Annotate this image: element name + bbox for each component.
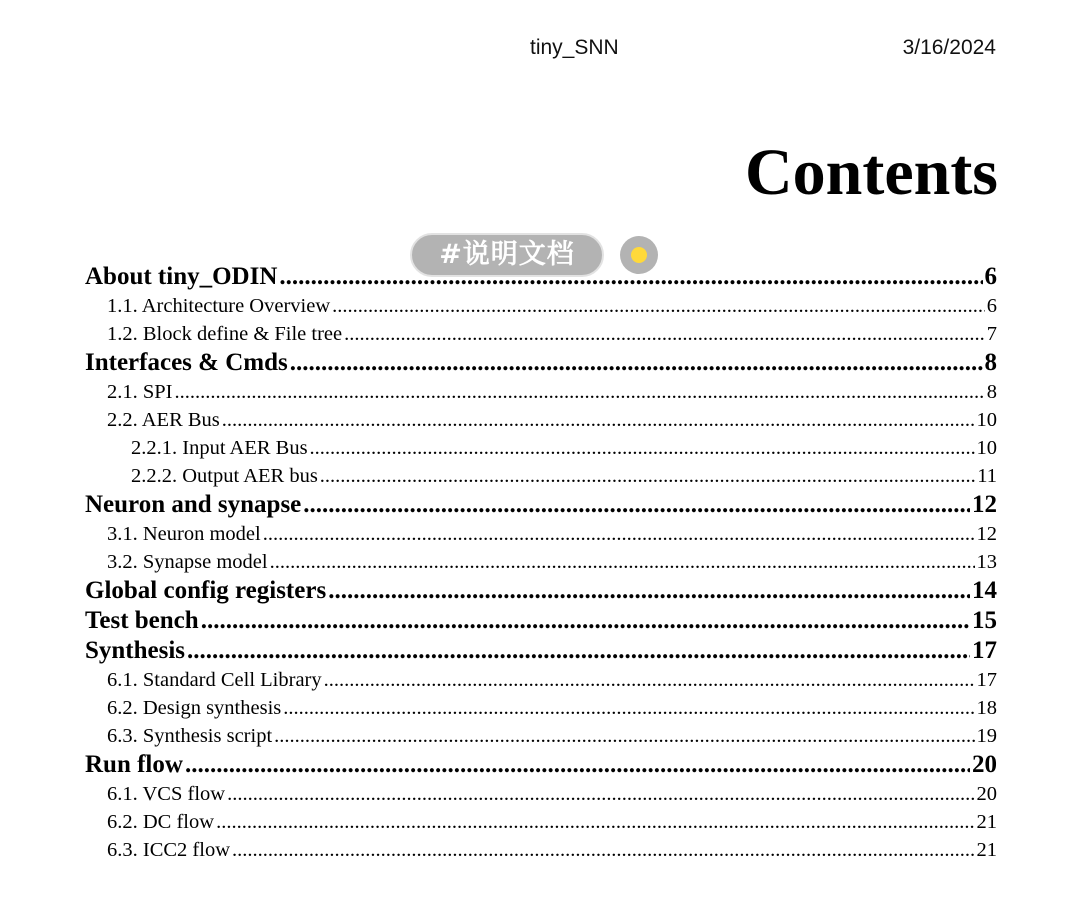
document-date: 3/16/2024	[902, 36, 996, 59]
toc-entry-page-number: 18	[976, 697, 997, 719]
toc-entry-label: 6.3. ICC2 flow	[107, 839, 230, 861]
toc-dot-leader	[175, 378, 985, 406]
document-tag-chip[interactable]: #说明文档	[410, 233, 604, 277]
toc-entry-page-number: 14	[972, 577, 997, 604]
toc-entry-page-number: 8	[986, 381, 997, 403]
toc-entry-page-number: 12	[972, 491, 997, 518]
toc-dot-leader	[303, 490, 970, 520]
toc-entry-page-number: 21	[976, 839, 997, 861]
toc-entry-label: 3.1. Neuron model	[107, 523, 261, 545]
toc-entry-label: 6.2. Design synthesis	[107, 697, 282, 719]
toc-section-entry[interactable]	[85, 722, 997, 750]
toc-section-entry[interactable]	[85, 666, 997, 694]
toc-entry-label: 1.2. Block define & File tree	[107, 323, 343, 345]
contents-heading: Contents	[744, 136, 998, 209]
toc-entry-page-number: 20	[972, 751, 997, 778]
toc-entry-page-number: 12	[976, 523, 997, 545]
toc-entry-label: 6.3. Synthesis script	[107, 725, 273, 747]
toc-section-entry[interactable]	[85, 434, 997, 462]
toc-entry-label: Test bench	[85, 607, 199, 634]
toc-entry-page-number: 21	[976, 811, 997, 833]
toc-section-entry[interactable]	[85, 520, 997, 548]
toc-dot-leader	[201, 606, 970, 636]
toc-entry-label: Interfaces & Cmds	[85, 349, 288, 376]
toc-section-entry[interactable]	[85, 548, 997, 576]
toc-dot-leader	[324, 666, 975, 694]
toc-section-entry[interactable]	[85, 292, 997, 320]
toc-entry-page-number: 7	[986, 323, 997, 345]
toc-entry-page-number: 20	[976, 783, 997, 805]
page-header	[0, 36, 1080, 66]
toc-entry-page-number: 19	[976, 725, 997, 747]
toc-chapter-entry[interactable]	[85, 606, 997, 636]
toc-entry-page-number: 6	[984, 263, 997, 290]
toc-dot-leader	[320, 462, 975, 490]
toc-entry-label: 6.2. DC flow	[107, 811, 215, 833]
toc-dot-leader	[216, 808, 974, 836]
status-dot-icon[interactable]	[620, 236, 658, 274]
toc-dot-leader	[263, 520, 975, 548]
toc-entry-label: 6.1. Standard Cell Library	[107, 669, 322, 691]
toc-dot-leader	[222, 406, 975, 434]
toc-section-entry[interactable]	[85, 462, 997, 490]
toc-section-entry[interactable]	[85, 808, 997, 836]
toc-entry-label: 2.2.2. Output AER bus	[131, 465, 318, 487]
toc-entry-page-number: 11	[977, 465, 997, 487]
toc-chapter-entry[interactable]	[85, 348, 997, 378]
toc-entry-label: 2.2. AER Bus	[107, 409, 220, 431]
toc-dot-leader	[328, 576, 970, 606]
toc-entry-page-number: 6	[986, 295, 997, 317]
toc-section-entry[interactable]	[85, 406, 997, 434]
toc-entry-label: Neuron and synapse	[85, 491, 302, 518]
toc-chapter-entry[interactable]	[85, 636, 997, 666]
toc-section-entry[interactable]	[85, 320, 997, 348]
toc-dot-leader	[290, 348, 983, 378]
toc-section-entry[interactable]	[85, 780, 997, 808]
toc-entry-page-number: 15	[972, 607, 997, 634]
toc-entry-label: Global config registers	[85, 577, 327, 604]
document-title: tiny_SNN	[530, 36, 619, 59]
toc-entry-label: 3.2. Synapse model	[107, 551, 268, 573]
toc-entry-page-number: 13	[976, 551, 997, 573]
toc-entry-label: 2.1. SPI	[107, 381, 173, 403]
toc-dot-leader	[274, 722, 974, 750]
toc-entry-label: 2.2.1. Input AER Bus	[131, 437, 308, 459]
toc-section-entry[interactable]	[85, 694, 997, 722]
toc-dot-leader	[344, 320, 985, 348]
toc-dot-leader	[332, 292, 985, 320]
toc-dot-leader	[310, 434, 975, 462]
toc-dot-leader	[185, 750, 970, 780]
toc-entry-page-number: 10	[976, 409, 997, 431]
toc-entry-label: 1.1. Architecture Overview	[107, 295, 331, 317]
toc-dot-leader	[283, 694, 974, 722]
toc-chapter-entry[interactable]	[85, 576, 997, 606]
toc-entry-label: About tiny_ODIN	[85, 263, 278, 290]
toc-entry-page-number: 8	[984, 349, 997, 376]
toc-dot-leader	[227, 780, 974, 808]
toc-dot-leader	[270, 548, 975, 576]
toc-dot-leader	[232, 836, 975, 864]
toc-entry-label: Run flow	[85, 751, 183, 778]
toc-entry-label: Synthesis	[85, 637, 186, 664]
toc-section-entry[interactable]	[85, 836, 997, 864]
toc-dot-leader	[187, 636, 970, 666]
toc-entry-page-number: 17	[972, 637, 997, 664]
toc-chapter-entry[interactable]	[85, 750, 997, 780]
toc-entry-label: 6.1. VCS flow	[107, 783, 226, 805]
toc-section-entry[interactable]	[85, 378, 997, 406]
toc-entry-page-number: 10	[976, 437, 997, 459]
toc-chapter-entry[interactable]	[85, 490, 997, 520]
toc-entry-page-number: 17	[976, 669, 997, 691]
table-of-contents	[85, 262, 997, 864]
